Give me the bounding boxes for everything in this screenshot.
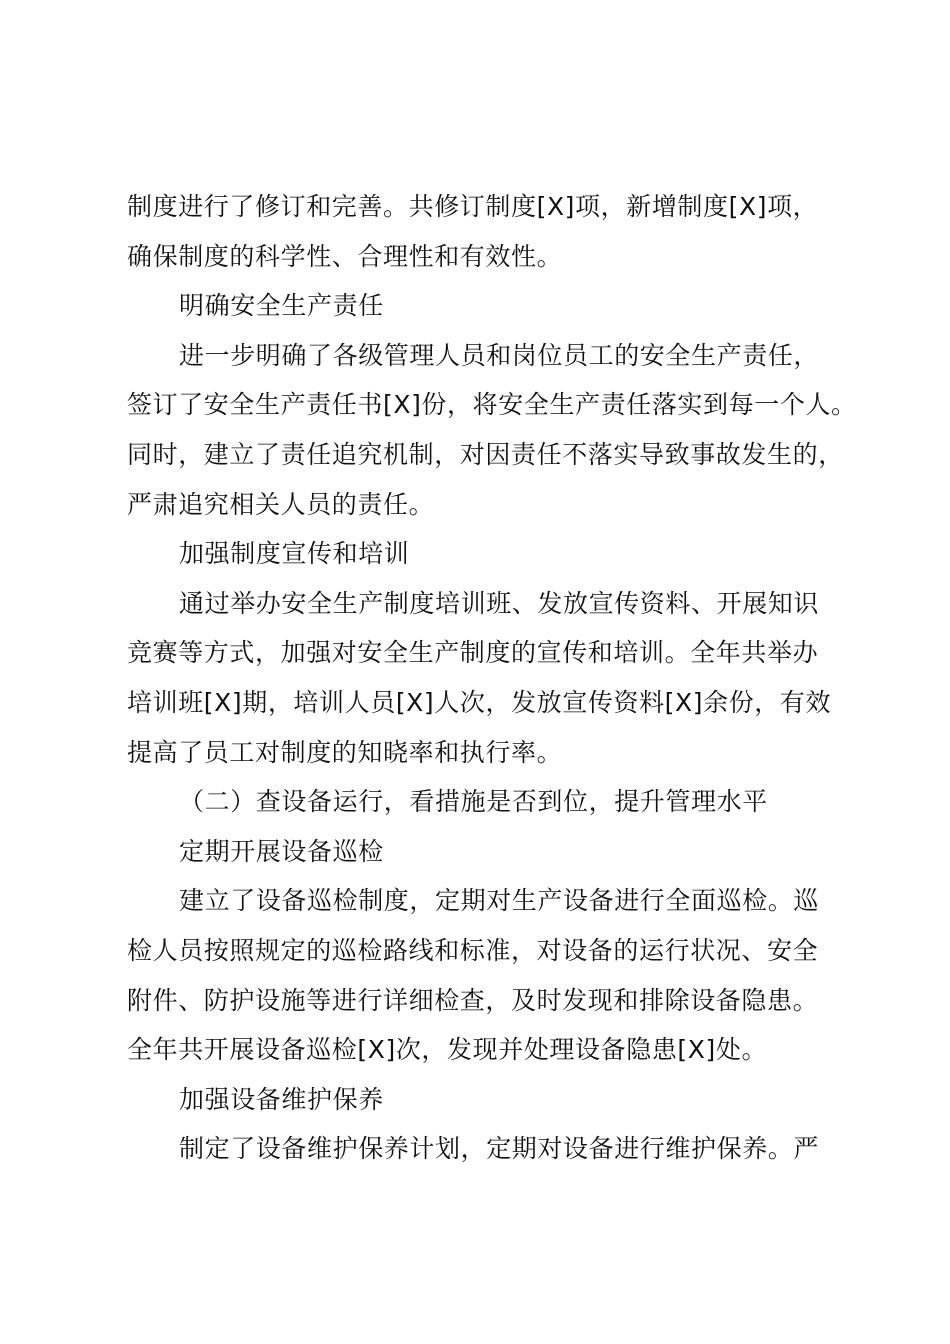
- paragraph-line: 全年共开展设备巡检[X]次，发现并处理设备隐患[X]处。: [127, 1035, 768, 1065]
- paragraph-line: 提高了员工对制度的知晓率和执行率。: [127, 737, 563, 767]
- paragraph-line: 检人员按照规定的巡检路线和标准，对设备的运行状况、安全: [127, 935, 819, 965]
- paragraph-line: 进一步明确了各级管理人员和岗位员工的安全生产责任，: [179, 340, 820, 370]
- section-heading: 定期开展设备巡检: [179, 836, 384, 866]
- section-heading: 加强制度宣传和培训: [179, 539, 410, 569]
- paragraph-line: 竞赛等方式，加强对安全生产制度的宣传和培训。全年共举办: [127, 638, 819, 668]
- section-heading: 加强设备维护保养: [179, 1084, 384, 1114]
- paragraph-line: 制定了设备维护保养计划，定期对设备进行维护保养。严: [179, 1134, 820, 1164]
- paragraph-line: 确保制度的科学性、合理性和有效性。: [127, 241, 563, 271]
- paragraph-line: 通过举办安全生产制度培训班、发放宣传资料、开展知识: [179, 588, 820, 618]
- paragraph-line: 同时，建立了责任追究机制，对因责任不落实导致事故发生的，: [127, 439, 844, 469]
- paragraph-line: 签订了安全生产责任书[X]份，将安全生产责任落实到每一个人。: [127, 390, 857, 420]
- paragraph-line: 附件、防护设施等进行详细检查，及时发现和排除设备隐患。: [127, 985, 819, 1015]
- chapter-heading: （二）查设备运行，看措施是否到位，提升管理水平: [179, 787, 768, 817]
- paragraph-line: 建立了设备巡检制度，定期对生产设备进行全面巡检。巡: [179, 886, 820, 916]
- paragraph-line: 制度进行了修订和完善。共修订制度[X]项，新增制度[X]项，: [127, 192, 819, 221]
- paragraph-line: 严肃追究相关人员的责任。: [127, 489, 435, 519]
- document-body: [127, 182, 857, 1174]
- paragraph-line: 培训班[X]期，培训人员[X]人次，发放宣传资料[X]余份，有效: [127, 687, 832, 717]
- section-heading: 明确安全生产责任: [179, 291, 384, 321]
